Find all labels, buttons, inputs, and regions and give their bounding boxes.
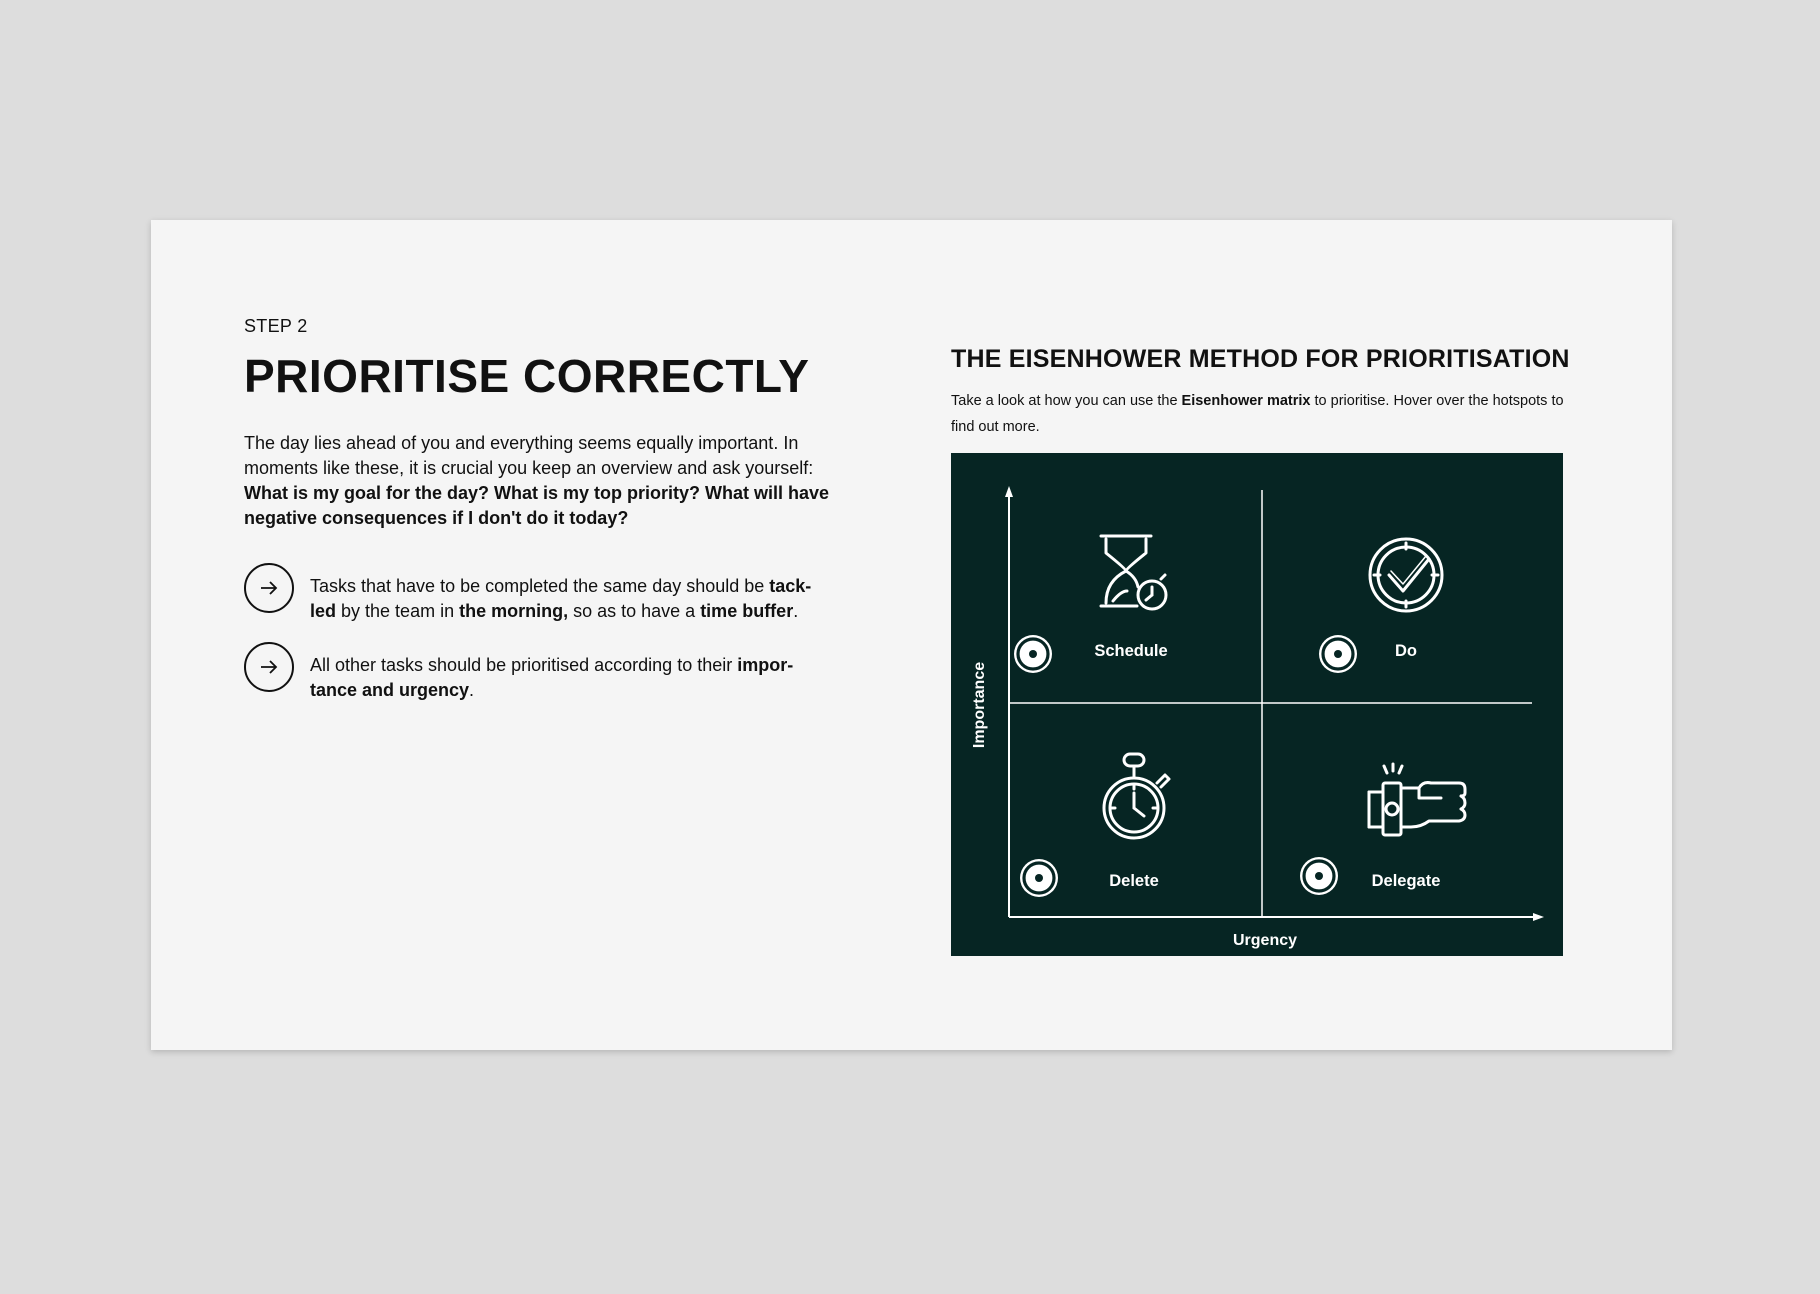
bullet-item-1 [244, 563, 834, 624]
step-label: STEP 2 [244, 316, 308, 336]
bullet-1-bold: time buffer [700, 601, 794, 621]
method-title: THE EISENHOWER METHOD FOR PRIORITISATION [951, 345, 1570, 373]
bullet-1-part: Tasks that have to be completed the same day should be [310, 576, 770, 596]
stopwatch-icon [1104, 754, 1169, 838]
method-description [951, 388, 1571, 440]
bullet-list [244, 563, 834, 703]
quadrant-label-do: Do [1395, 642, 1417, 660]
method-desc-bold: Eisenhower matrix [1181, 393, 1311, 409]
hourglass-stopwatch-icon [1101, 536, 1166, 609]
hotspot-delete[interactable] [1020, 859, 1058, 897]
hotspot-do[interactable] [1319, 635, 1357, 673]
method-desc-part: Take a look at how you can use the [951, 393, 1182, 409]
quadrant-dividers [1009, 490, 1532, 917]
hand-watch-icon [1369, 764, 1465, 835]
right-column [951, 345, 1571, 440]
bullet-1-bold: tack-led [310, 576, 812, 621]
intro-bold: What is my goal for the day? What is my top priority? What will have negative consequences if I don't do it today? [244, 483, 830, 528]
method-desc-part: to prioritise. Hover over the hotspots to find out more. [951, 393, 1564, 435]
hotspot-delegate[interactable] [1300, 857, 1338, 895]
arrow-right-icon [244, 563, 294, 613]
y-axis-label: Importance [971, 661, 988, 749]
page-title: PRIORITISE CORRECTLY [244, 350, 810, 402]
bullet-text-1 [310, 563, 834, 624]
left-column [244, 316, 834, 721]
bullet-1-part: so as to have a [568, 601, 701, 621]
x-axis-label: Urgency [1232, 932, 1298, 949]
clock-check-icon [1370, 539, 1442, 611]
eisenhower-matrix [951, 453, 1563, 956]
intro-plain: The day lies ahead of you and everything seems equally important. In moments like these, it is crucial you keep an overview and ask yourself: [244, 433, 814, 478]
bullet-2-bold: impor-tance and urgency [310, 655, 794, 700]
quadrant-label-schedule: Schedule [1094, 642, 1168, 660]
arrow-right-icon [244, 642, 294, 692]
quadrant-label-delete: Delete [1109, 872, 1159, 890]
bullet-1-part: by the team in [336, 601, 460, 621]
hotspot-schedule[interactable] [1014, 635, 1052, 673]
bullet-2-part: . [469, 680, 475, 700]
bullet-1-bold: the morning, [459, 601, 569, 621]
intro-text [244, 431, 834, 531]
quadrant-label-delegate: Delegate [1371, 872, 1441, 890]
bullet-item-2 [244, 642, 834, 703]
bullet-2-part: All other tasks should be prioritised according to their [310, 655, 738, 675]
content-card [151, 220, 1672, 1050]
bullet-1-part: . [793, 601, 799, 621]
bullet-text-2 [310, 642, 834, 703]
